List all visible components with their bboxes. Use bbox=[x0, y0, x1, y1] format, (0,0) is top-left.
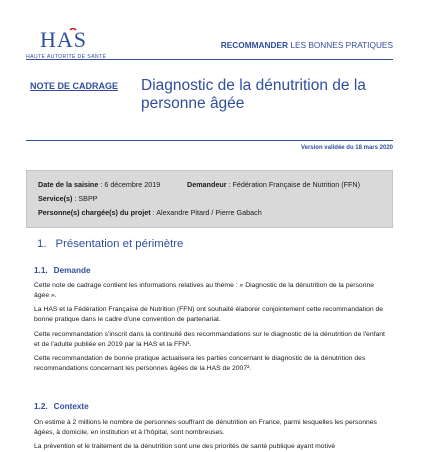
info-demandeur bbox=[187, 180, 360, 189]
saisine-infobox bbox=[26, 170, 393, 228]
subsection-heading-contexte bbox=[34, 402, 89, 411]
subsection-number: 1.2. bbox=[34, 402, 48, 411]
paragraph: Cette recommandation s'inscrit dans la continuité des recommandations sur le diagnostic de la dénutrition de l'enfant et de l'adulte publiée en 2019 par la HAS et la FFN¹. bbox=[34, 331, 385, 348]
has-logo-mark bbox=[40, 28, 100, 50]
section-number: 1. bbox=[37, 238, 47, 250]
tagline-bold: RECOMMANDER bbox=[220, 40, 289, 50]
version-text: Version validée du 18 mars 2020 bbox=[300, 145, 393, 151]
title-rule bbox=[26, 140, 393, 141]
personnes-value: : Alexandre Pitard / Pierre Gabach bbox=[150, 208, 262, 217]
info-date bbox=[38, 180, 160, 189]
date-value: : 6 décembre 2019 bbox=[98, 180, 161, 189]
document-title: Diagnostic de la dénutrition de la personne âgée bbox=[141, 77, 366, 112]
header-rule bbox=[26, 59, 393, 60]
demandeur-label: Demandeur bbox=[187, 180, 227, 189]
service-label: Service(s) bbox=[38, 194, 73, 203]
logo-subtitle: HAUTE AUTORITÉ DE SANTÉ bbox=[26, 54, 107, 60]
personnes-label: Personne(s) chargée(s) du projet bbox=[38, 208, 151, 217]
info-personnes bbox=[38, 208, 262, 217]
paragraph: Cette recommandation de bonne pratique actualisera les parties concernant le diagnostic de la dénutrition des recommandations concernant les personnes âgées de la HAS de 2007². bbox=[34, 355, 366, 372]
header-tagline bbox=[221, 40, 393, 50]
section-heading bbox=[37, 238, 183, 250]
paragraph: Cette note de cadrage contient les informations relatives au thème : « Diagnostic de la dénutrition de la personne âgée ». bbox=[34, 282, 375, 299]
date-label: Date de la saisine bbox=[38, 180, 99, 189]
subsection-title: Demande bbox=[53, 266, 91, 275]
info-service bbox=[38, 194, 98, 203]
paragraph: La HAS et la Fédération Française de Nutrition (FFN) ont souhaité élaborer conjointement cette recommandation de bonne pratique dans le cadre d'une convention de partenariat. bbox=[34, 306, 384, 323]
service-value: : SBPP bbox=[72, 194, 98, 203]
subsection-title: Contexte bbox=[53, 402, 89, 411]
subsection-number: 1.1. bbox=[34, 266, 48, 275]
subsection-heading-demande bbox=[34, 266, 91, 275]
paragraph: La prévention et le traitement de la dénutrition sont une des priorités de santé publique ayant motivé bbox=[34, 443, 336, 450]
section-title: Présentation et périmètre bbox=[55, 238, 184, 250]
note-label: NOTE DE CADRAGE bbox=[30, 81, 119, 91]
svg-text:HAS: HAS bbox=[40, 28, 88, 50]
tagline-rest: LES BONNES PRATIQUES bbox=[288, 40, 393, 50]
demandeur-value: : Fédération Française de Nutrition (FFN) bbox=[226, 180, 360, 189]
paragraph: On estime à 2 millions le nombre de personnes souffrant de dénutrition en France, parmi lesquelles les personnes âgées, à domicile, en institution et à l'hôpital, sont nombreuses. bbox=[34, 419, 377, 436]
